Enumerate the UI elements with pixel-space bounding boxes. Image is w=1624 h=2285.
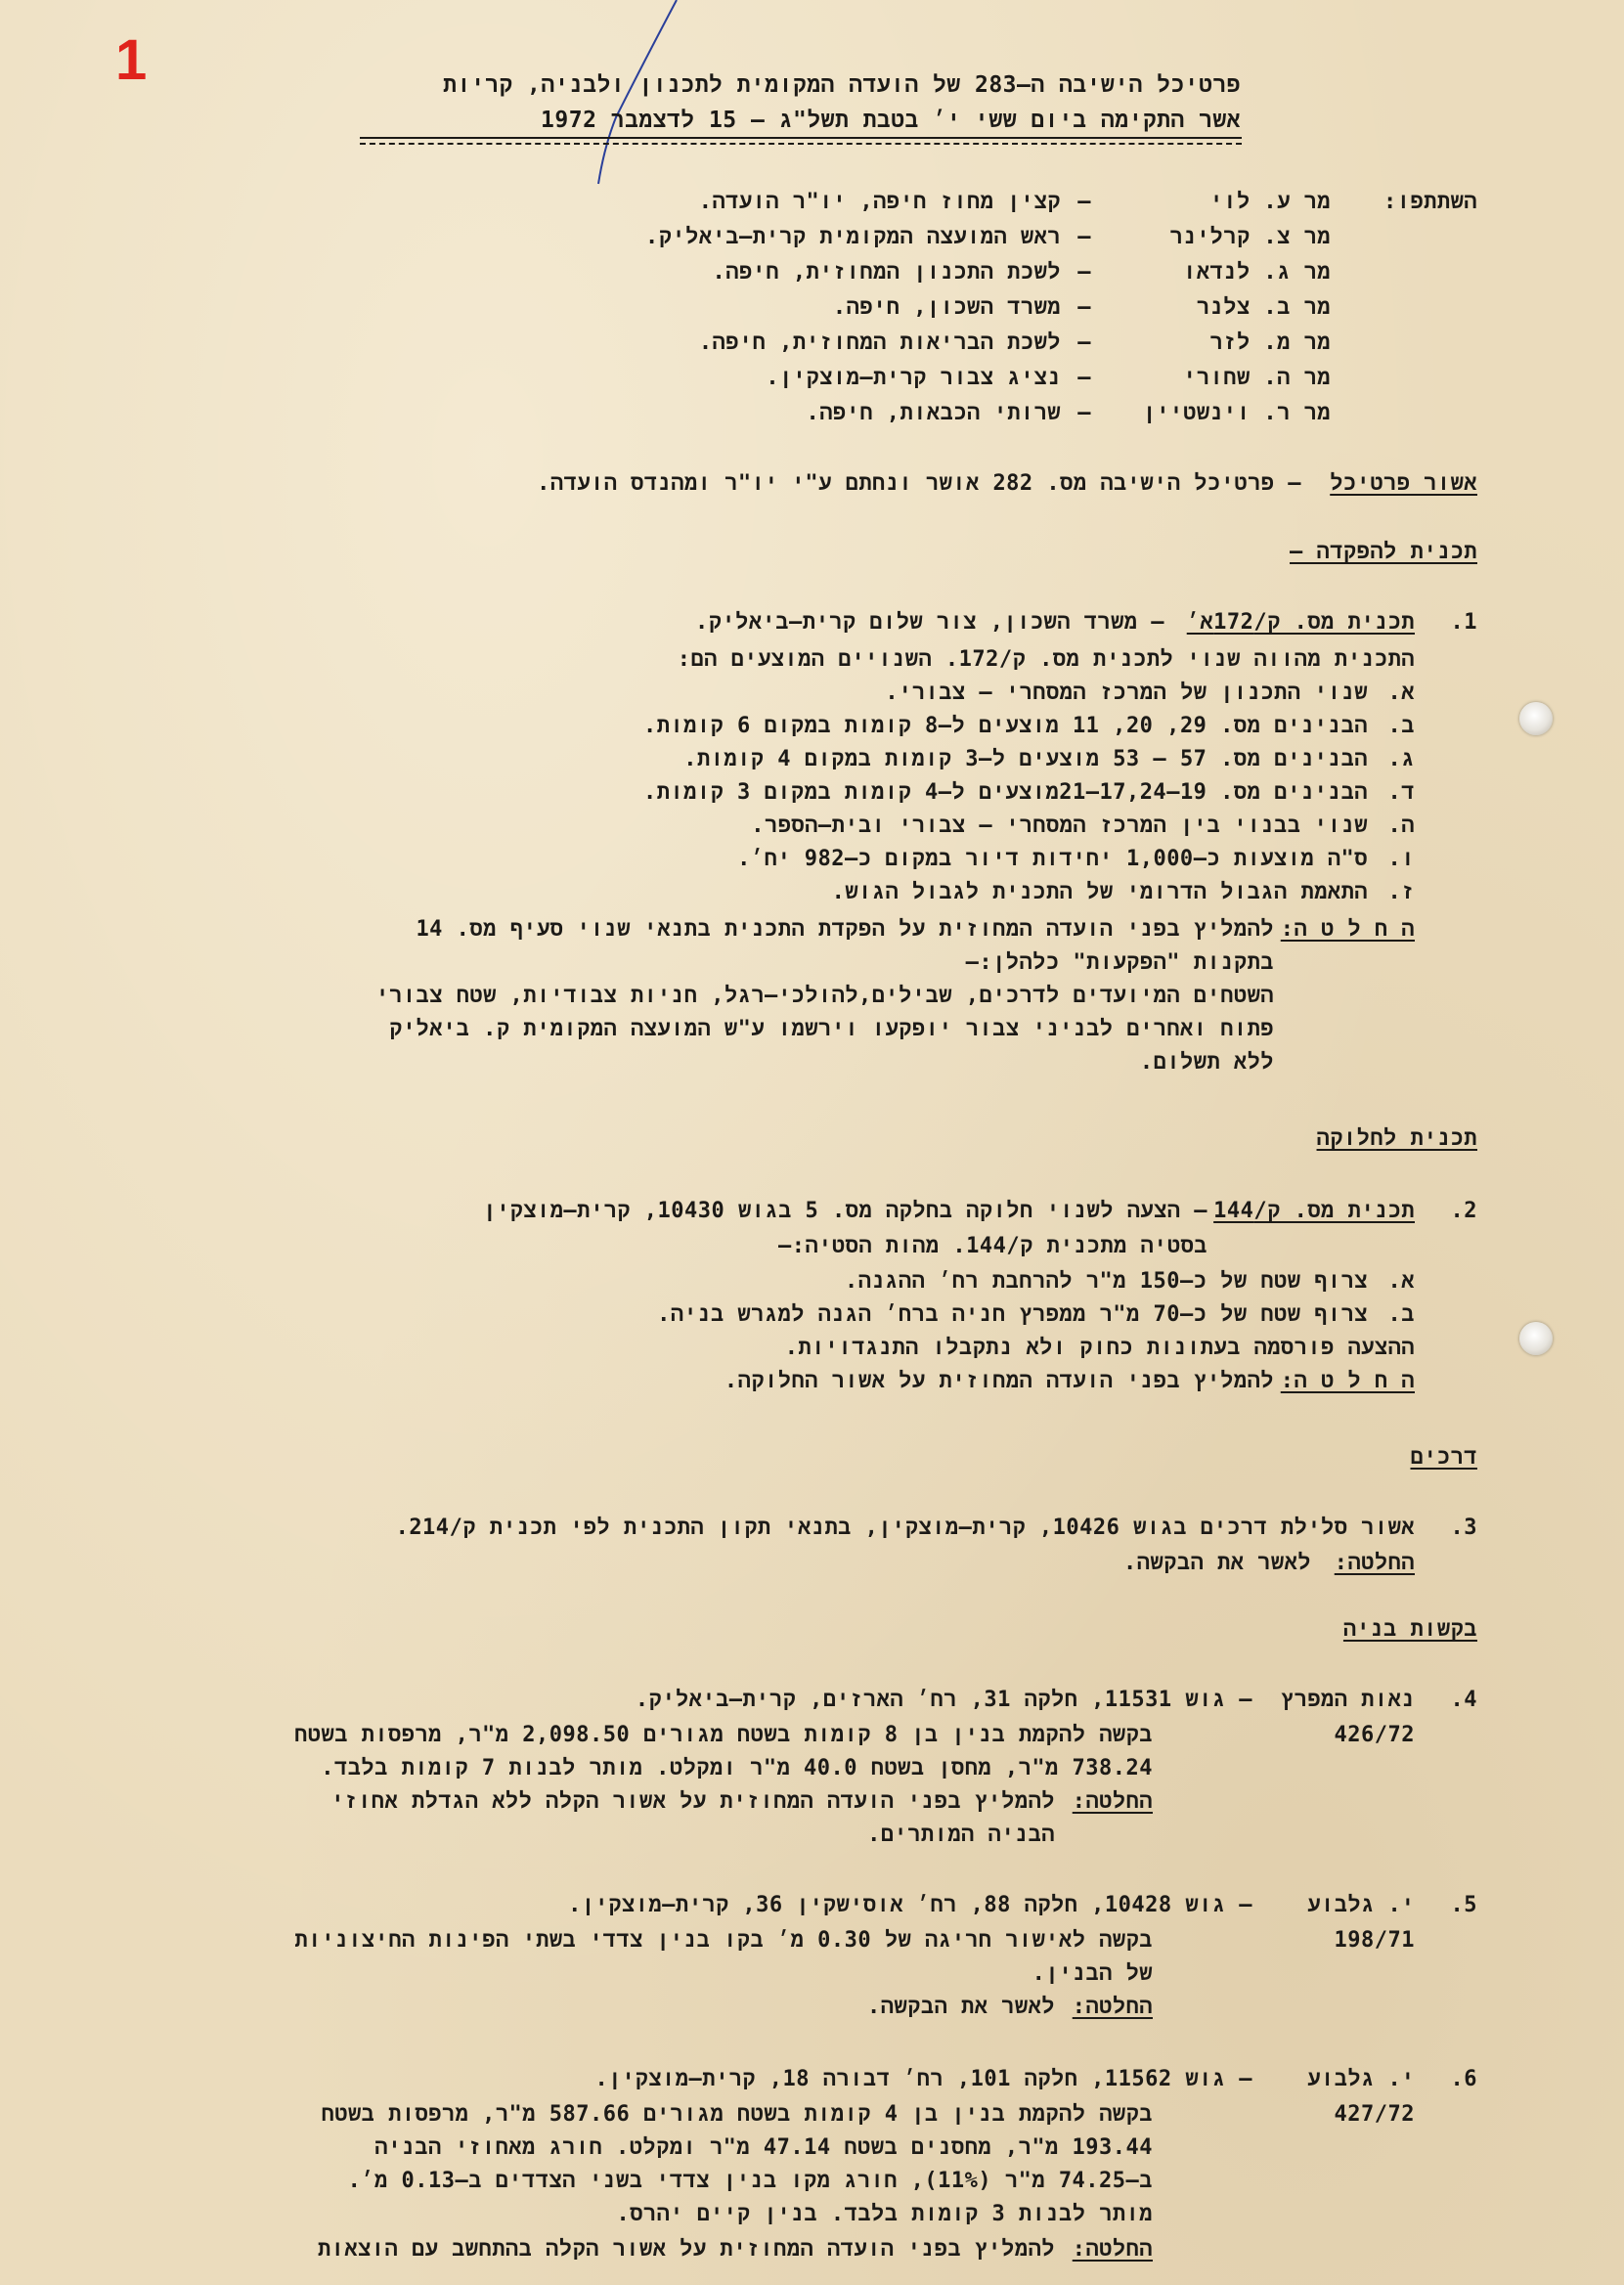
attendee-role: קצין מחוז חיפה, יו"ר הועדה.: [698, 190, 1061, 214]
change-text: ס"ה מוצעות כ–1,000 יחידות דיור במקום כ–982 יח׳.: [737, 847, 1368, 871]
change-letter: א.: [1387, 681, 1415, 705]
change-letter: ו.: [1387, 847, 1415, 871]
change-letter: ב.: [1387, 714, 1415, 738]
decision-line: השטחים המיועדים לדרכים, שבילים,להולכי–רגל, חניות צבודיות, שטח צבורי: [375, 984, 1274, 1008]
request-line: – גוש 11531, חלקה 31, רח׳ הארזים, קרית–ביאליק.: [635, 1688, 1252, 1712]
decision-line: לאשר את הבקשה.: [1123, 1551, 1311, 1575]
decision-line: להמליץ בפני הועדה המחוזית על אשור הקלה בהתחשב עם הוצאות: [317, 2237, 1055, 2262]
attendee-role: שרותי הכבאות, חיפה.: [806, 401, 1061, 425]
item-number: 2.: [1450, 1199, 1477, 1223]
attendee-dash: –: [1077, 295, 1091, 320]
header-line-1: פרטיכל הישיבה ה–283 של הועדה המקומית לתכנון ולבניה, קריות: [443, 72, 1241, 98]
change-text: הבנינים מס. 29, 20, 11 מוצעים ל–8 קומות במקום 6 קומות.: [643, 714, 1368, 738]
request-line: 193.44 מ"ר, מחסנים בשטח 47.14 מ"ר ומקלט. חורג מאחוזי הבניה: [374, 2135, 1153, 2160]
approval-text: – פרטיכל הישיבה מס. 282 אושר ונחתם ע"י יו"ר ומהנדס הועדה.: [537, 471, 1301, 496]
request-line: בקשה להקמת בנין בן 8 קומות בשטח מגורים 2,098.50 מ"ר, מרפסות בשטח: [294, 1723, 1153, 1747]
attendee-name: מר מ. לזר: [1209, 330, 1331, 355]
change-text: שנוי התכנון של המרכז המסחרי – צבורי.: [885, 681, 1368, 705]
punch-hole-bottom: [1519, 1322, 1553, 1355]
plan-intro: התכנית מהווה שנוי לתכנית מס. ק/172. השנויים המוצעים הם:: [677, 647, 1415, 672]
section-title-deposit: תכנית להפקדה –: [1290, 540, 1477, 564]
item-number: 1.: [1450, 610, 1477, 635]
decision-label: החלטה:: [1072, 1789, 1153, 1814]
item-number: 3.: [1450, 1516, 1477, 1540]
decision-line: בתקנות "הפקעות" כלהלן:–: [965, 950, 1274, 975]
applicant-name: נאות המפרץ: [1280, 1688, 1415, 1712]
plan-number: תכנית מס. ק/172א׳: [1186, 610, 1415, 635]
item-number: 4.: [1450, 1688, 1477, 1712]
attendee-name: מר ה. שחורי: [1183, 366, 1331, 390]
section-title-roads: דרכים: [1410, 1445, 1477, 1470]
change-letter: ג.: [1387, 747, 1415, 771]
change-text: שנוי בבנוי בין המרכז המסחרי – צבורי ובית–הספר.: [751, 813, 1368, 838]
attendee-name: מר ר. וינשטיין: [1143, 401, 1331, 425]
decision-line: להמליץ בפני הועדה המחוזית על אשור החלוקה.: [724, 1369, 1274, 1393]
section-title-building: בקשות בניה: [1342, 1617, 1477, 1642]
request-line: – גוש 10428, חלקה 88, רח׳ אוסישקין 36, קרית–מוצקין.: [568, 1893, 1252, 1917]
decision-line: להמליץ בפני הועדה המחוזית על אשור הקלה ללא הגדלת אחוזי: [330, 1789, 1055, 1814]
change-text: צרוף שטח של כ–70 מ"ר ממפרץ חניה ברח׳ הגנה למגרש בניה.: [657, 1302, 1368, 1327]
decision-line: להמליץ בפני הועדה המחוזית על הפקדת התכנית בתנאי שנוי סעיף מס. 14: [416, 917, 1274, 942]
request-line: בקשה לאישור חריגה של 0.30 מ׳ בקו בנין צדדי בשתי הפינות החיצוניות: [294, 1928, 1153, 1953]
attendee-dash: –: [1077, 190, 1091, 214]
request-line: – גוש 11562, חלקה 101, רח׳ דבורה 18, קרית–מוצקין.: [594, 2067, 1252, 2091]
change-letter: ה.: [1387, 813, 1415, 838]
plan-description: – משרד השכון, צור שלום קרית–ביאליק.: [695, 610, 1164, 635]
request-line: של הבנין.: [1031, 1961, 1153, 1986]
item-number: 6.: [1450, 2067, 1477, 2091]
decision-line: פתוח ואחרים לבניני צבור יופקעו וירשמו ע"ש המועצה המקומית ק. ביאליק: [389, 1017, 1274, 1041]
attendee-name: מר צ. קרלינר: [1169, 225, 1331, 249]
request-line: בקשה להקמת בנין בן 4 קומות בשטח מגורים 587.66 מ"ר, מרפסות בשטח: [321, 2102, 1153, 2127]
change-letter: ד.: [1387, 780, 1415, 805]
attendee-role: נציג צבור קרית–מוצקין.: [766, 366, 1061, 390]
decision-label: ה ח ל ט ה:: [1280, 917, 1415, 942]
header-underline-1: [360, 137, 1242, 139]
plan-line: – הצעה לשנוי חלוקה בחלקה מס. 5 בגוש 10430, קרית–מוצקין: [483, 1199, 1207, 1223]
page-number: 1: [115, 28, 148, 92]
attendee-name: מר ע. לוי: [1209, 190, 1331, 214]
change-text: התאמת הגבול הדרומי של התכנית לגבול הגוש.: [831, 880, 1368, 904]
decision-label: החלטה:: [1334, 1551, 1415, 1575]
attendee-role: לשכת התכנון המחוזית, חיפה.: [712, 260, 1061, 285]
change-text: הבנינים מס. 19–17,24–21מוצעים ל–4 קומות במקום 3 קומות.: [643, 780, 1368, 805]
attendee-dash: –: [1077, 260, 1091, 285]
section-title-parcel: תכנית לחלוקה: [1316, 1126, 1477, 1151]
approval-label: אשור פרטיכל: [1330, 471, 1477, 496]
request-line: ב–74.25 מ"ר (11%), חורג מקו בנין צדדי בשני הצדדים ב–0.13 מ׳.: [347, 2169, 1153, 2193]
plan-note: ההצעה פורסמה בעתונות כחוק ולא נתקבלו התנגדויות.: [784, 1336, 1415, 1360]
request-line: מותר לבנות 3 קומות בלבד. בנין קיים יהרס.: [616, 2202, 1153, 2226]
attendee-dash: –: [1077, 401, 1091, 425]
decision-label: החלטה:: [1072, 2237, 1153, 2262]
file-number: 198/71: [1334, 1928, 1415, 1953]
change-text: הבנינים מס. 57 – 53 מוצעים ל–3 קומות במקום 4 קומות.: [683, 747, 1368, 771]
header-underline-2: [360, 143, 1242, 145]
decision-label: ה ח ל ט ה:: [1280, 1369, 1415, 1393]
punch-hole-top: [1519, 702, 1553, 735]
file-number: 426/72: [1334, 1723, 1415, 1747]
decision-line: לאשר את הבקשה.: [867, 1995, 1055, 2019]
attendee-role: לשכת הבריאות המחוזית, חיפה.: [698, 330, 1061, 355]
attendee-role: ראש המועצה המקומית קרית–ביאליק.: [645, 225, 1061, 249]
attendee-dash: –: [1077, 330, 1091, 355]
decision-line: ללא תשלום.: [1139, 1050, 1274, 1075]
attendee-name: מר ג. לנדאו: [1183, 260, 1331, 285]
attendee-role: משרד השכון, חיפה.: [832, 295, 1061, 320]
roads-line: אשור סלילת דרכים בגוש 10426, קרית–מוצקין, בתנאי תקון התכנית לפי תכנית ק/214.: [395, 1516, 1415, 1540]
change-letter: א.: [1387, 1269, 1415, 1294]
plan-number: תכנית מס. ק/144: [1213, 1199, 1415, 1223]
change-letter: ב.: [1387, 1302, 1415, 1327]
applicant-name: י. גלבוע: [1307, 2067, 1415, 2091]
item-number: 5.: [1450, 1893, 1477, 1917]
plan-line: בסטיה מתכנית ק/144. מהות הסטיה:–: [778, 1234, 1207, 1258]
request-line: 738.24 מ"ר, מחסן בשטח 40.0 מ"ר ומקלט. מותר לבנות 7 קומות בלבד.: [321, 1756, 1153, 1780]
change-text: צרוף שטח של כ–150 מ"ר להרחבת רח׳ ההגנה.: [845, 1269, 1368, 1294]
attendee-dash: –: [1077, 366, 1091, 390]
decision-line: הבניה המותרים.: [867, 1823, 1055, 1847]
attendee-name: מר ב. צלנר: [1196, 295, 1331, 320]
header-line-2: אשר התקימה ביום ששי י׳ בטבת תשל"ג – 15 לדצמבר 1972: [541, 108, 1241, 133]
file-number: 427/72: [1334, 2102, 1415, 2127]
decision-label: החלטה:: [1072, 1995, 1153, 2019]
attendee-dash: –: [1077, 225, 1091, 249]
change-letter: ז.: [1387, 880, 1415, 904]
attendees-label: השתתפו:: [1383, 190, 1477, 214]
applicant-name: י. גלבוע: [1307, 1893, 1415, 1917]
